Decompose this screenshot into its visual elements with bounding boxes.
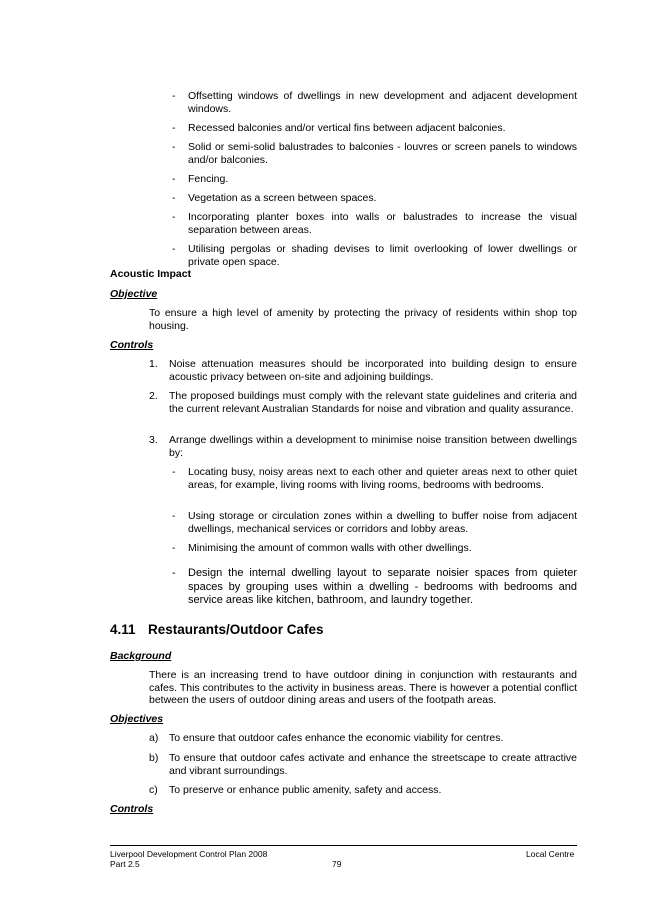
list-letter: b) [149,752,159,764]
list-item-text: To ensure that outdoor cafes enhance the economic viability for centres. [169,732,504,744]
list-item-text: Arrange dwellings within a development to minimise noise transition between dwellings by: [169,434,577,459]
list-item-text: To preserve or enhance public amenity, safety and access. [169,784,442,796]
dash-bullet: - [172,510,176,522]
list-item-text: The proposed buildings must comply with the relevant state guidelines and criteria and the current relevant Australian Standards for noise and vibration and quality assurance. [169,390,577,415]
section-title [110,622,324,638]
list-item-text: Incorporating planter boxes into walls or balustrades to increase the visual separation between areas. [188,211,577,236]
footer-part: Part 2.5 [110,859,140,869]
dash-bullet: - [172,567,176,579]
page-number: 79 [332,859,342,869]
section-subtitle: Acoustic Impact [110,268,192,280]
footer-document-title: Liverpool Development Control Plan 2008 [110,849,268,859]
controls-heading: Controls [110,803,154,815]
list-letter: a) [149,732,159,744]
list-item-text: Offsetting windows of dwellings in new development and adjacent development windows. [188,90,577,115]
dash-bullet: - [172,90,176,102]
section-number: 4.11 [110,622,136,637]
list-item-text: To ensure that outdoor cafes activate and enhance the streetscape to create attractive and vibrant surroundings. [169,752,577,777]
list-number: 2. [149,390,158,402]
objective-text: To ensure a high level of amenity by protecting the privacy of residents within shop top housing. [149,307,577,332]
list-item-text: Minimising the amount of common walls with other dwellings. [188,542,472,554]
dash-bullet: - [172,542,176,554]
background-heading: Background [110,650,172,662]
list-item-text: Solid or semi-solid balustrades to balconies - louvres or screen panels to windows and/or balconies. [188,141,577,166]
list-item-text: Utilising pergolas or shading devises to limit overlooking of lower dwellings or private open space. [188,243,577,268]
dash-bullet: - [172,122,176,134]
dash-bullet: - [172,466,176,478]
footer-divider [110,845,577,846]
section-name: Restaurants/Outdoor Cafes [148,622,324,637]
list-letter: c) [149,784,158,796]
background-text: There is an increasing trend to have outdoor dining in conjunction with restaurants and cafes. This contributes to the activity in business areas. There is however a potential conflict between the users of outdoor dining areas and users of the footpath areas. [149,669,577,706]
objective-heading: Objective [110,288,158,300]
dash-bullet: - [172,211,176,223]
list-item-text: Fencing. [188,173,229,185]
list-item-text: Locating busy, noisy areas next to each other and quieter areas next to other quiet areas, for example, living rooms with living rooms, bedrooms with bedrooms. [188,466,577,491]
dash-bullet: - [172,243,176,255]
list-item-text: Design the internal dwelling layout to separate noisier spaces from quieter spaces by grouping uses within a dwelling - bedrooms with bedrooms and service areas like kitchen, bathroom, and laundry together. [188,567,577,606]
dash-bullet: - [172,192,176,204]
footer-section: Local Centre [526,849,575,859]
list-item-text: Recessed balconies and/or vertical fins between adjacent balconies. [188,122,506,134]
list-number: 3. [149,434,158,446]
dash-bullet: - [172,173,176,185]
list-item-text: Using storage or circulation zones within a dwelling to buffer noise from adjacent dwellings, mechanical services or corridors and lobby areas. [188,510,577,535]
objectives-heading: Objectives [110,713,164,725]
list-number: 1. [149,358,158,370]
list-item-text: Noise attenuation measures should be incorporated into building design to ensure acoustic privacy between on-site and adjoining buildings. [169,358,577,383]
dash-bullet: - [172,141,176,153]
list-item-text: Vegetation as a screen between spaces. [188,192,377,204]
controls-heading: Controls [110,339,154,351]
